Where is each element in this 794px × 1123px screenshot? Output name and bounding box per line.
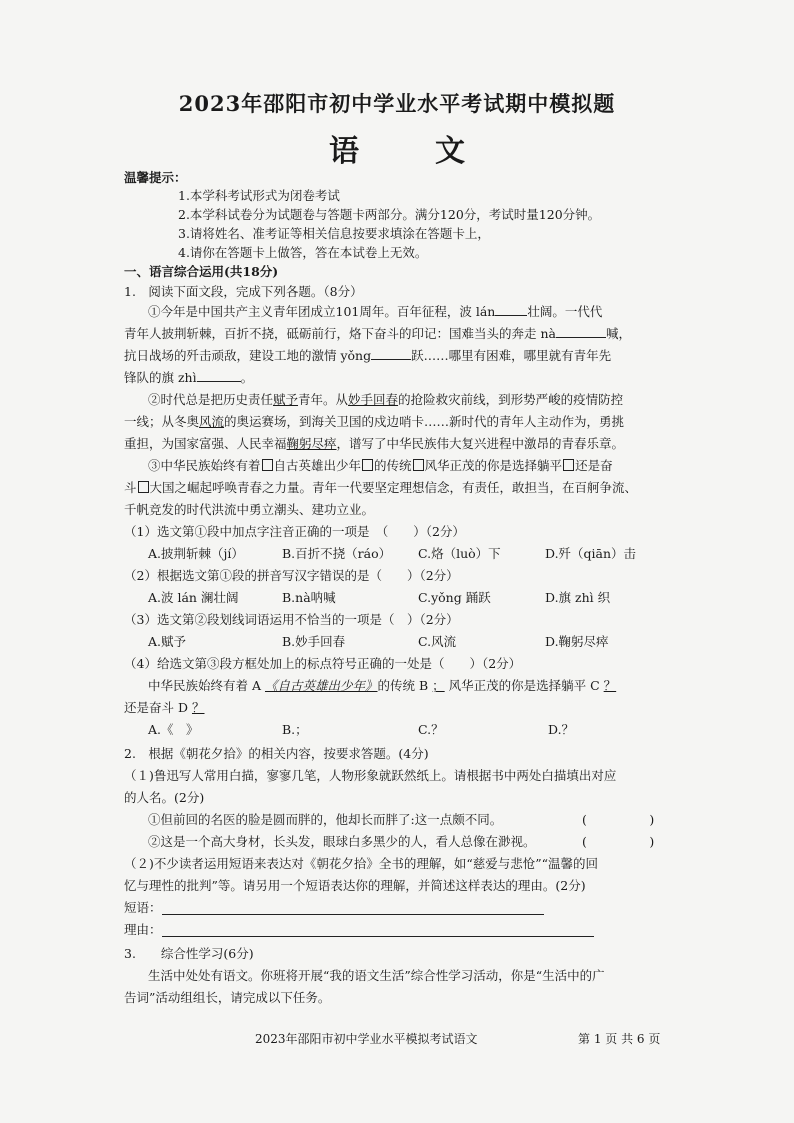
question-2-part1: 的人名。(2分)	[124, 790, 205, 805]
phrase-answer-line[interactable]	[162, 914, 544, 915]
subquestion-3: （3）选文第②段划线词语运用不恰当的一项是（ ）（2分）	[124, 612, 459, 627]
reason-label: 理由：	[124, 922, 162, 937]
option-a: A.波 lán 澜壮阔	[148, 590, 239, 605]
punctuation-sentence: 中华民族始终有着 A 《自古英雄出少年》的传统 B ； 风华正茂的你是选择躺平 C ？	[148, 678, 617, 693]
option-c: C.烙（luò）下	[418, 546, 501, 561]
question-2-stem: 2. 根据《朝花夕拾》的相关内容，按要求答题。(4分)	[124, 746, 429, 761]
question-2-part2: 忆与理性的批判”等。请另用一个短语表达你的理解，并简述这样表达的理由。(2分)	[124, 878, 586, 893]
subject-title: 语 文	[329, 134, 465, 169]
passage-p3-line: ③中华民族始终有着 自古英雄出少年 的传统 风华正茂的你是选择躺平 还是奋	[148, 458, 613, 473]
option-d: D.歼（qiān）击	[545, 546, 637, 561]
blank-box	[362, 459, 373, 471]
white-sketch-item: ②这是一个高大身材，长头发，眼球白多黑少的人，看人总像在渺视。	[148, 834, 536, 849]
blank-box	[138, 481, 149, 493]
section-heading: 一、语言综合运用(共18分)	[124, 264, 279, 279]
option-b: B.妙手回春	[282, 634, 346, 649]
subquestion-2: （2）根据选文第①段的拼音写汉字错误的是（ ）（2分）	[124, 568, 459, 583]
phrase-label: 短语：	[124, 900, 162, 915]
passage-p1-line: 青年人披荆斩棘，百折不挠，砥砺前行，烙下奋斗的印记：国难当头的奔走 nà 喊，	[124, 326, 631, 341]
tip-item: 2.本学科试卷分为试题卷与答题卡两部分。满分120分，考试时量120分钟。	[178, 207, 601, 222]
option-a: A.披荆斩棘（jí）	[148, 546, 244, 561]
option-d: D.？	[548, 722, 575, 737]
option-b: B.；	[282, 722, 308, 737]
option-d: D.鞠躬尽瘁	[545, 634, 609, 649]
passage-p1-line: ①今年是中国共产主义青年团成立101周年。百年征程，波 lán 壮阔。一代代	[148, 304, 603, 319]
blank-box	[262, 459, 273, 471]
punctuation-sentence: 还是奋斗 D ？	[124, 700, 205, 715]
passage-p3-line: 斗 大国之崛起呼唤青春之力量。青年一代要坚定理想信念，有责任，敢担当，在百舸争流、	[124, 480, 638, 495]
exam-title: 2023年邵阳市初中学业水平考试期中模拟题	[178, 91, 616, 116]
tip-item: 3.请将姓名、准考证等相关信息按要求填涂在答题卡上，	[178, 226, 490, 241]
footer-title: 2023年邵阳市初中学业水平模拟考试语文	[255, 1032, 478, 1046]
option-b: B.nà呐喊	[282, 590, 336, 605]
page-number: 第 1 页 共 6 页	[578, 1032, 661, 1046]
tip-item: 1.本学科考试形式为闭卷考试	[178, 188, 340, 203]
option-c: C.？	[418, 722, 444, 737]
reason-answer-line[interactable]	[162, 936, 594, 937]
option-a: A.《 》	[148, 722, 199, 737]
passage-p1-line: 抗日战场的歼击顽敌，建设工地的激情 yǒng 跃……哪里有困难，哪里就有青年先	[124, 348, 612, 363]
question-3-text: 告词”活动组组长，请完成以下任务。	[124, 990, 331, 1005]
question-2-part1: （１)鲁迅写人常用白描，寥寥几笔，人物形象就跃然纸上。请根据书中两处白描填出对应	[124, 768, 617, 783]
blank-box	[413, 459, 424, 471]
tip-item: 4.请你在答题卡上做答，答在本试卷上无效。	[178, 245, 428, 260]
question-3-stem: 3. 综合性学习(6分)	[124, 946, 254, 961]
option-c: C.风流	[418, 634, 457, 649]
question-2-part2: （２)不少读者运用短语来表达对《朝花夕拾》全书的理解，如“慈爱与悲怆”“温馨的回	[124, 856, 599, 871]
passage-p2-line: 一线；从冬奥风流的奥运赛场，到海关卫国的戍边哨卡……新时代的青年人主动作为，勇挑	[124, 414, 625, 429]
passage-p2-line: 重担，为国家富强、人民幸福鞠躬尽瘁，谱写了中华民族伟大复兴进程中激昂的青春乐章。	[124, 436, 625, 451]
option-c: C.yǒng 踊跃	[418, 590, 491, 605]
question-1-stem: 1. 阅读下面文段，完成下列各题。（8分）	[124, 284, 363, 299]
tips-heading: 温馨提示：	[124, 170, 187, 185]
passage-p3-line: 千帆竞发的时代洪流中勇立潮头、建功立业。	[124, 502, 375, 517]
answer-paren: ( )	[582, 812, 655, 827]
option-d: D.旗 zhì 织	[545, 590, 611, 605]
white-sketch-item: ①但前回的名医的脸是圆而胖的，他却长而胖了:这一点颇不同。	[148, 812, 503, 827]
option-b: B.百折不挠（ráo）	[282, 546, 392, 561]
question-3-text: 生活中处处有语文。你班将开展“我的语文生活”综合性学习活动，你是“生活中的广	[148, 968, 605, 983]
passage-p2-line: ②时代总是把历史责任赋予青年。从妙手回春的抢险救灾前线，到形势严峻的疫情防控	[148, 392, 624, 407]
subquestion-1: （1）选文第①段中加点字注音正确的一项是 （ ）（2分）	[124, 524, 465, 539]
option-a: A.赋予	[148, 634, 187, 649]
subquestion-4: （4）给选文第③段方框处加上的标点符号正确的一处是（ ）（2分）	[124, 656, 522, 671]
blank-box	[563, 459, 574, 471]
passage-p1-line: 锋队的旗 zhì 。	[124, 370, 254, 385]
answer-paren: ( )	[582, 834, 655, 849]
